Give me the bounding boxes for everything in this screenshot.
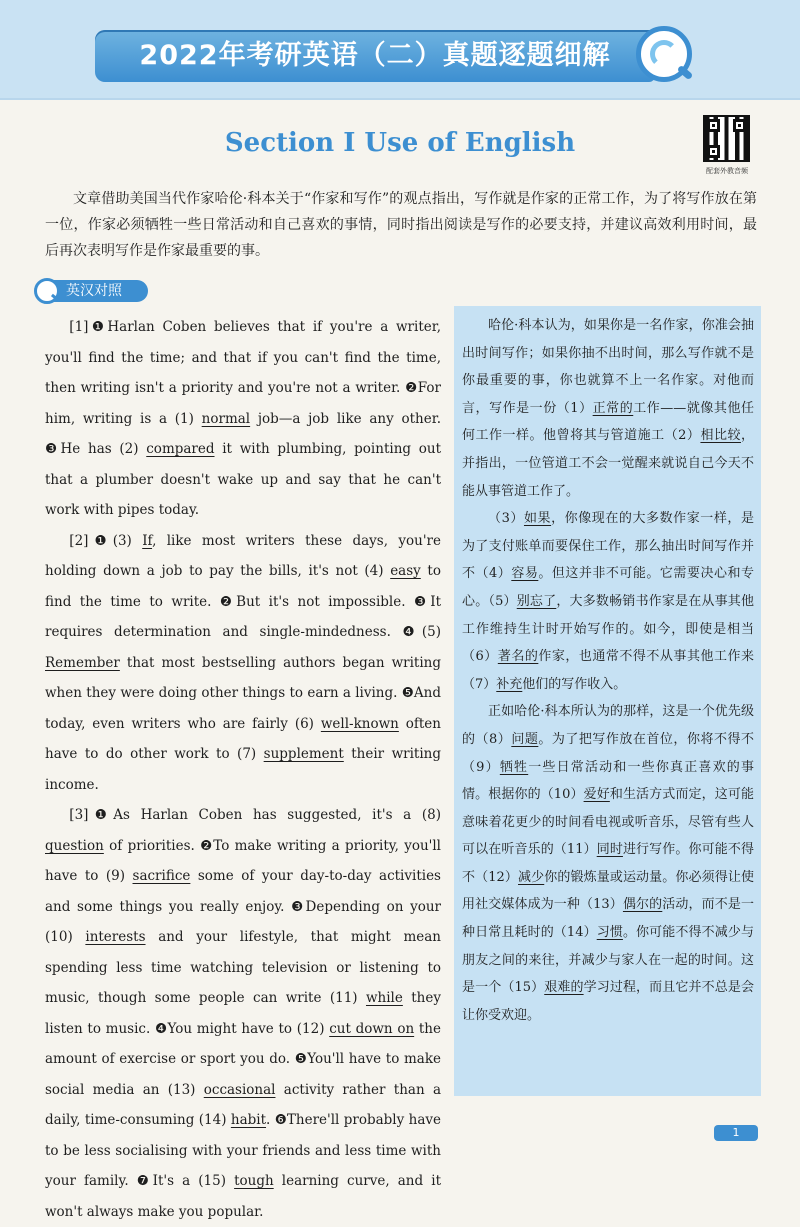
answer-blank: 正常的 <box>592 400 634 416</box>
english-paragraph-2 <box>45 526 441 801</box>
answer-blank: interests <box>85 929 146 945</box>
answer-blank: habit <box>230 1112 267 1128</box>
text-run: [2]❶(3) <box>69 532 143 549</box>
text-run: （3） <box>488 511 524 527</box>
answer-blank: 问题 <box>511 731 539 747</box>
text-run: 学习过程，而且它并不总是会让你受欢迎。 <box>462 980 754 1023</box>
answer-blank: sacrifice <box>132 868 191 884</box>
qr-corner <box>707 119 720 132</box>
title-banner <box>95 30 655 82</box>
qr-corner <box>733 119 746 132</box>
text-run: 活动，而不是一种日常且耗时的（14） <box>462 897 754 941</box>
answer-blank: 相比较 <box>700 428 741 444</box>
answer-blank: supplement <box>263 746 344 762</box>
text-run: ，大多数畅销书作家是在从事其他工作维持生计时开始写作的。如今，即使是相当（6） <box>462 593 754 665</box>
text-run: activity rather than a daily, time-consuming (14) <box>45 1081 441 1128</box>
answer-blank: 著名的 <box>497 649 539 665</box>
text-run: 工作——就像其他任何工作一样。他曾将其与管道施工（2） <box>462 400 754 444</box>
text-run: of priorities. ❷To make writing a priority, you'll have to (9) <box>45 837 441 884</box>
text-run: 一些日常活动和一些你真正喜欢的事情。根据你的（10） <box>462 759 754 803</box>
answer-blank: while <box>365 990 403 1006</box>
answer-blank: 牺牲 <box>499 759 529 775</box>
answer-blank: occasional <box>203 1081 276 1098</box>
text-run: learning curve, and it won't always make you popular. <box>45 1173 441 1220</box>
text-run: 正如哈伦·科本所认为的那样，这是一个优先级的（8） <box>462 704 754 747</box>
chinese-paragraph-1 <box>462 312 754 505</box>
answer-blank: 减少 <box>518 869 545 885</box>
answer-blank: Remember <box>45 654 120 671</box>
answer-blank: easy <box>390 563 421 579</box>
answer-blank: 如果 <box>523 511 552 527</box>
text-run: 和生活方式而定，这可能意味着花更少的时间看电视或听音乐，尽管有些人可以在听音乐的（11） <box>462 787 754 858</box>
text-run: to find the time to write. ❷But it's not impossible. ❸It requires determination and single-mindedness. ❹(5) <box>45 563 441 640</box>
answer-blank: 偶尔的 <box>622 897 663 913</box>
answer-blank: If <box>142 532 153 549</box>
text-run: job—a job like any other. ❸He has (2) <box>45 410 441 457</box>
intro-summary: 文章借助美国当代作家哈伦·科本关于“作家和写作”的观点指出，写作就是作家的正常工作，为了将写作放在第一位，作家必须牺牲一些日常活动和自己喜欢的事情，同时指出阅读是写作的必要支持，并建议高效利用时间，最后再次表明写作是作家最重要的事。 <box>45 191 757 259</box>
answer-blank: 补充 <box>496 676 523 692</box>
english-text <box>45 312 441 1227</box>
text-run: the amount of exercise or sport you do. ❺You'll have to make social media an (13) <box>45 1020 441 1098</box>
text-run: . ❻There'll probably have to be less socialising with your friends and less time with your family. ❼It's a (15) <box>45 1112 441 1189</box>
page-number: 1 <box>714 1125 758 1141</box>
answer-blank: normal <box>201 410 251 427</box>
answer-blank: well-known <box>320 715 399 732</box>
text-run: they listen to music. ❹You might have to (12) <box>45 990 441 1037</box>
text-run: [3]❶As Harlan Coben has suggested, it's a (8) <box>69 807 441 823</box>
qr-corner <box>707 145 720 158</box>
text-run: , like most writers these days, you're holding down a job to pay the bills, it's not (4) <box>45 532 441 579</box>
text-run: some of your day-to-day activities and some things you really enjoy. ❸Depending on your (10) <box>45 868 441 945</box>
text-run: 。为了把写作放在首位，你将不得不（9） <box>462 731 754 775</box>
magnifier-lens <box>650 40 678 68</box>
answer-blank: 别忘了 <box>516 593 557 609</box>
answer-blank: compared <box>146 441 215 457</box>
text-run: 。你可能不得不减少与朋友之间的来往，并减少与家人在一起的时间。这是一个（15） <box>462 925 754 996</box>
text-run: their writing income. <box>45 746 442 793</box>
text-run: and your lifestyle, that might mean spending less time watching television or listening to music, though some people can write (11) <box>45 929 441 1006</box>
answer-blank: 同时 <box>596 842 623 858</box>
search-icon <box>34 278 60 304</box>
text-run: ，你像现在的大多数作家一样，是为了支付账单而要保住工作，那么抽出时间写作并不（4） <box>462 511 754 582</box>
text-run: that most bestselling authors began writing when they were doing other things to earn a living. ❺And today, even writers who are fairly (6) <box>45 654 441 732</box>
qr-code-icon[interactable] <box>703 115 750 162</box>
answer-blank: 艰难的 <box>544 980 584 996</box>
answer-blank: 习惯 <box>596 925 623 941</box>
answer-blank: cut down on <box>329 1020 415 1037</box>
chinese-translation <box>462 312 754 1029</box>
text-run: 作家，也通常不得不从事其他工作来（7） <box>462 649 754 692</box>
answer-blank: 容易 <box>511 566 539 582</box>
english-paragraph-3 <box>45 800 441 1227</box>
answer-blank: tough <box>234 1173 274 1189</box>
section-badge <box>34 278 150 304</box>
chinese-paragraph-3 <box>462 698 754 1029</box>
text-run: 。但这并非不可能。它需要决心和专心。（5） <box>462 566 754 609</box>
text-run: often have to do other work to (7) <box>45 715 441 762</box>
text-run: it with plumbing, pointing out that a plumber doesn't wake up and say that he can't work with pipes today. <box>45 441 441 518</box>
page-title: 2022年考研英语（二）真题逐题细解 <box>139 40 611 71</box>
chinese-paragraph-2 <box>462 505 754 698</box>
badge-label: 英汉对照 <box>66 283 122 299</box>
magnifier-icon <box>636 26 692 82</box>
section-title: Section Ⅰ Use of English <box>224 128 576 158</box>
text-run: 哈伦·科本认为，如果你是一名作家，你准会抽出时间写作；如果你抽不出时间，那么写作就不是你最重要的事，你也就算不上一名作家。对他而言，写作是一份（1） <box>462 318 754 416</box>
english-paragraph-1 <box>45 312 441 526</box>
text-run: 进行写作。你可能不得不（12） <box>462 842 754 885</box>
qr-caption: 配套外教音频 <box>706 167 748 175</box>
answer-blank: 爱好 <box>583 787 610 803</box>
text-run: ，并指出，一位管道工不会一觉醒来就说自己今天不能从事管道工作了。 <box>462 428 754 499</box>
text-run: [1]❶Harlan Coben believes that if you're a writer, you'll find the time; and that if you can't find the time, then writing isn't a priority and you're not a writer. ❷For him, writing is a (1) <box>45 319 441 427</box>
answer-blank: question <box>45 837 104 854</box>
text-run: 他们的写作收入。 <box>522 676 627 692</box>
text-run: 你的锻炼量或运动量。你必须得让使用社交媒体成为一种（13） <box>462 869 754 913</box>
